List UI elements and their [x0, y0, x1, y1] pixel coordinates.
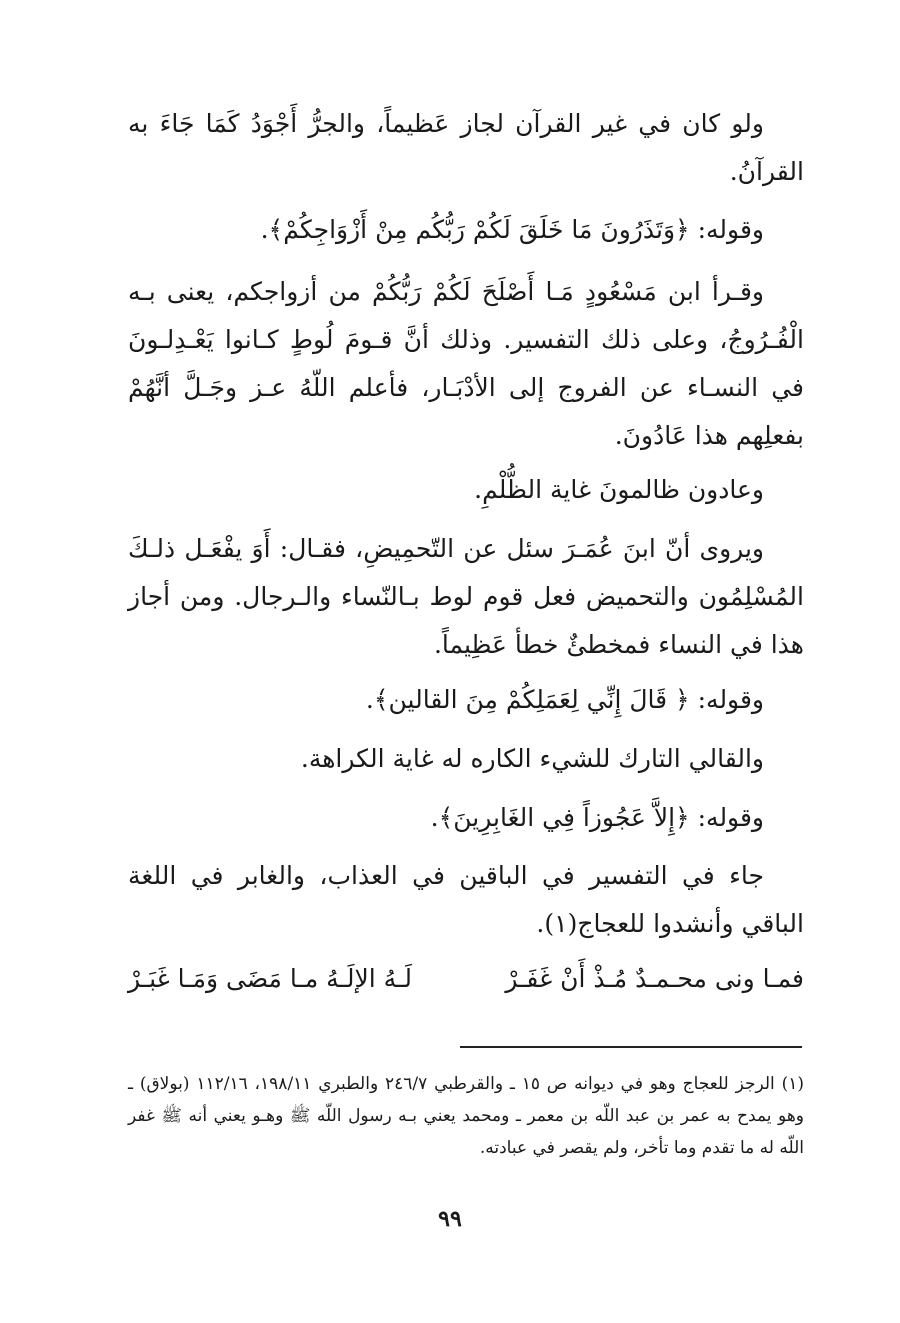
verse-second-hemistich: لَـهُ الإلَـهُ مـا مَضَى وَمَـا غَبَـرْ [128, 964, 413, 993]
paragraph-ibn-umar-narration: ويروى أنّ ابنَ عُمَـرَ سئل عن التّحمِيضِ، فقـال: أَوَ يفْعَـل ذلـكَ المُسْلِمُون والتحميض فعل قوم لوط بـالنّساء والـرجال. ومن أجاز هذا في النساء فمخطئٌ خطأ عَظِيماً. [128, 534, 804, 659]
page-number: ٩٩ [438, 1206, 462, 1232]
paragraph-tafsir-ghabir: جاء في التفسير في الباقين في العذاب، والغابر في اللغة الباقي وأنشدوا للعجاج(١). [128, 861, 804, 938]
footnote-divider [460, 1046, 802, 1048]
footnote-1: (١) الرجز للعجاج وهو في ديوانه ص ١٥ ـ والقرطبي ٢٤٦/٧ والطبري ١٩٨/١١، ١١٢/١٦ (بولاق) ـ وهو يمدح به عمر بن عبد اللّه بن معمر ـ ومحمد يعني بـه رسول اللّه ﷺ وهـو يعني أنه ﷺ غفر اللّه له ما تقدم وما تأخر، ولم يقصر في عبادته. [128, 1074, 804, 1158]
poetry-verse [128, 955, 804, 1003]
paragraph-ibn-masud-reading: وقـرأ ابن مَسْعُودٍ مَـا أَصْلَحَ لَكُمْ رَبُّكُمْ من أزواجكم، يعنى بـه الْفُـرُوجُ، وعلى ذلك التفسير. وذلك أنَّ قـومَ لُوطٍ كـانوا يَعْـدِلـونَ في النسـاء عن الفروج إلى الأدْبَـار، فأعلم اللّهُ عـز وجَـلَّ أنَّهُمْ بفعلِهم هذا عَادُونَ. [128, 277, 804, 450]
paragraph-quran-verse-azwaj: وقوله: ﴿وَتَذَرُونَ مَا خَلَقَ لَكُمْ رَبُّكُم مِنْ أَزْوَاجِكُمْ﴾. [260, 215, 764, 244]
paragraph-adun-meaning: وعادون ظالمونَ غاية الظُّلْمِ. [474, 475, 764, 504]
paragraph-qali-meaning: والقالي التارك للشيء الكاره له غاية الكراهة. [300, 744, 764, 773]
paragraph-grammar-note: ولو كان في غير القرآن لجاز عَظيماً، والجرُّ أَجْوَدُ كَمَا جَاءَ به القرآنُ. [128, 109, 804, 186]
verse-first-hemistich: فمـا ونى محـمـدٌ مُـذْ أَنْ غَفَـرْ [505, 964, 804, 993]
paragraph-quran-verse-qalin: وقوله: ﴿ قَالَ إِنِّي لِعَمَلِكُمْ مِنَ القالين﴾. [365, 685, 764, 714]
paragraph-quran-verse-ghabirin: وقوله: ﴿إِلاَّ عَجُوزاً فِي الغَابِرِينَ﴾. [430, 803, 764, 832]
